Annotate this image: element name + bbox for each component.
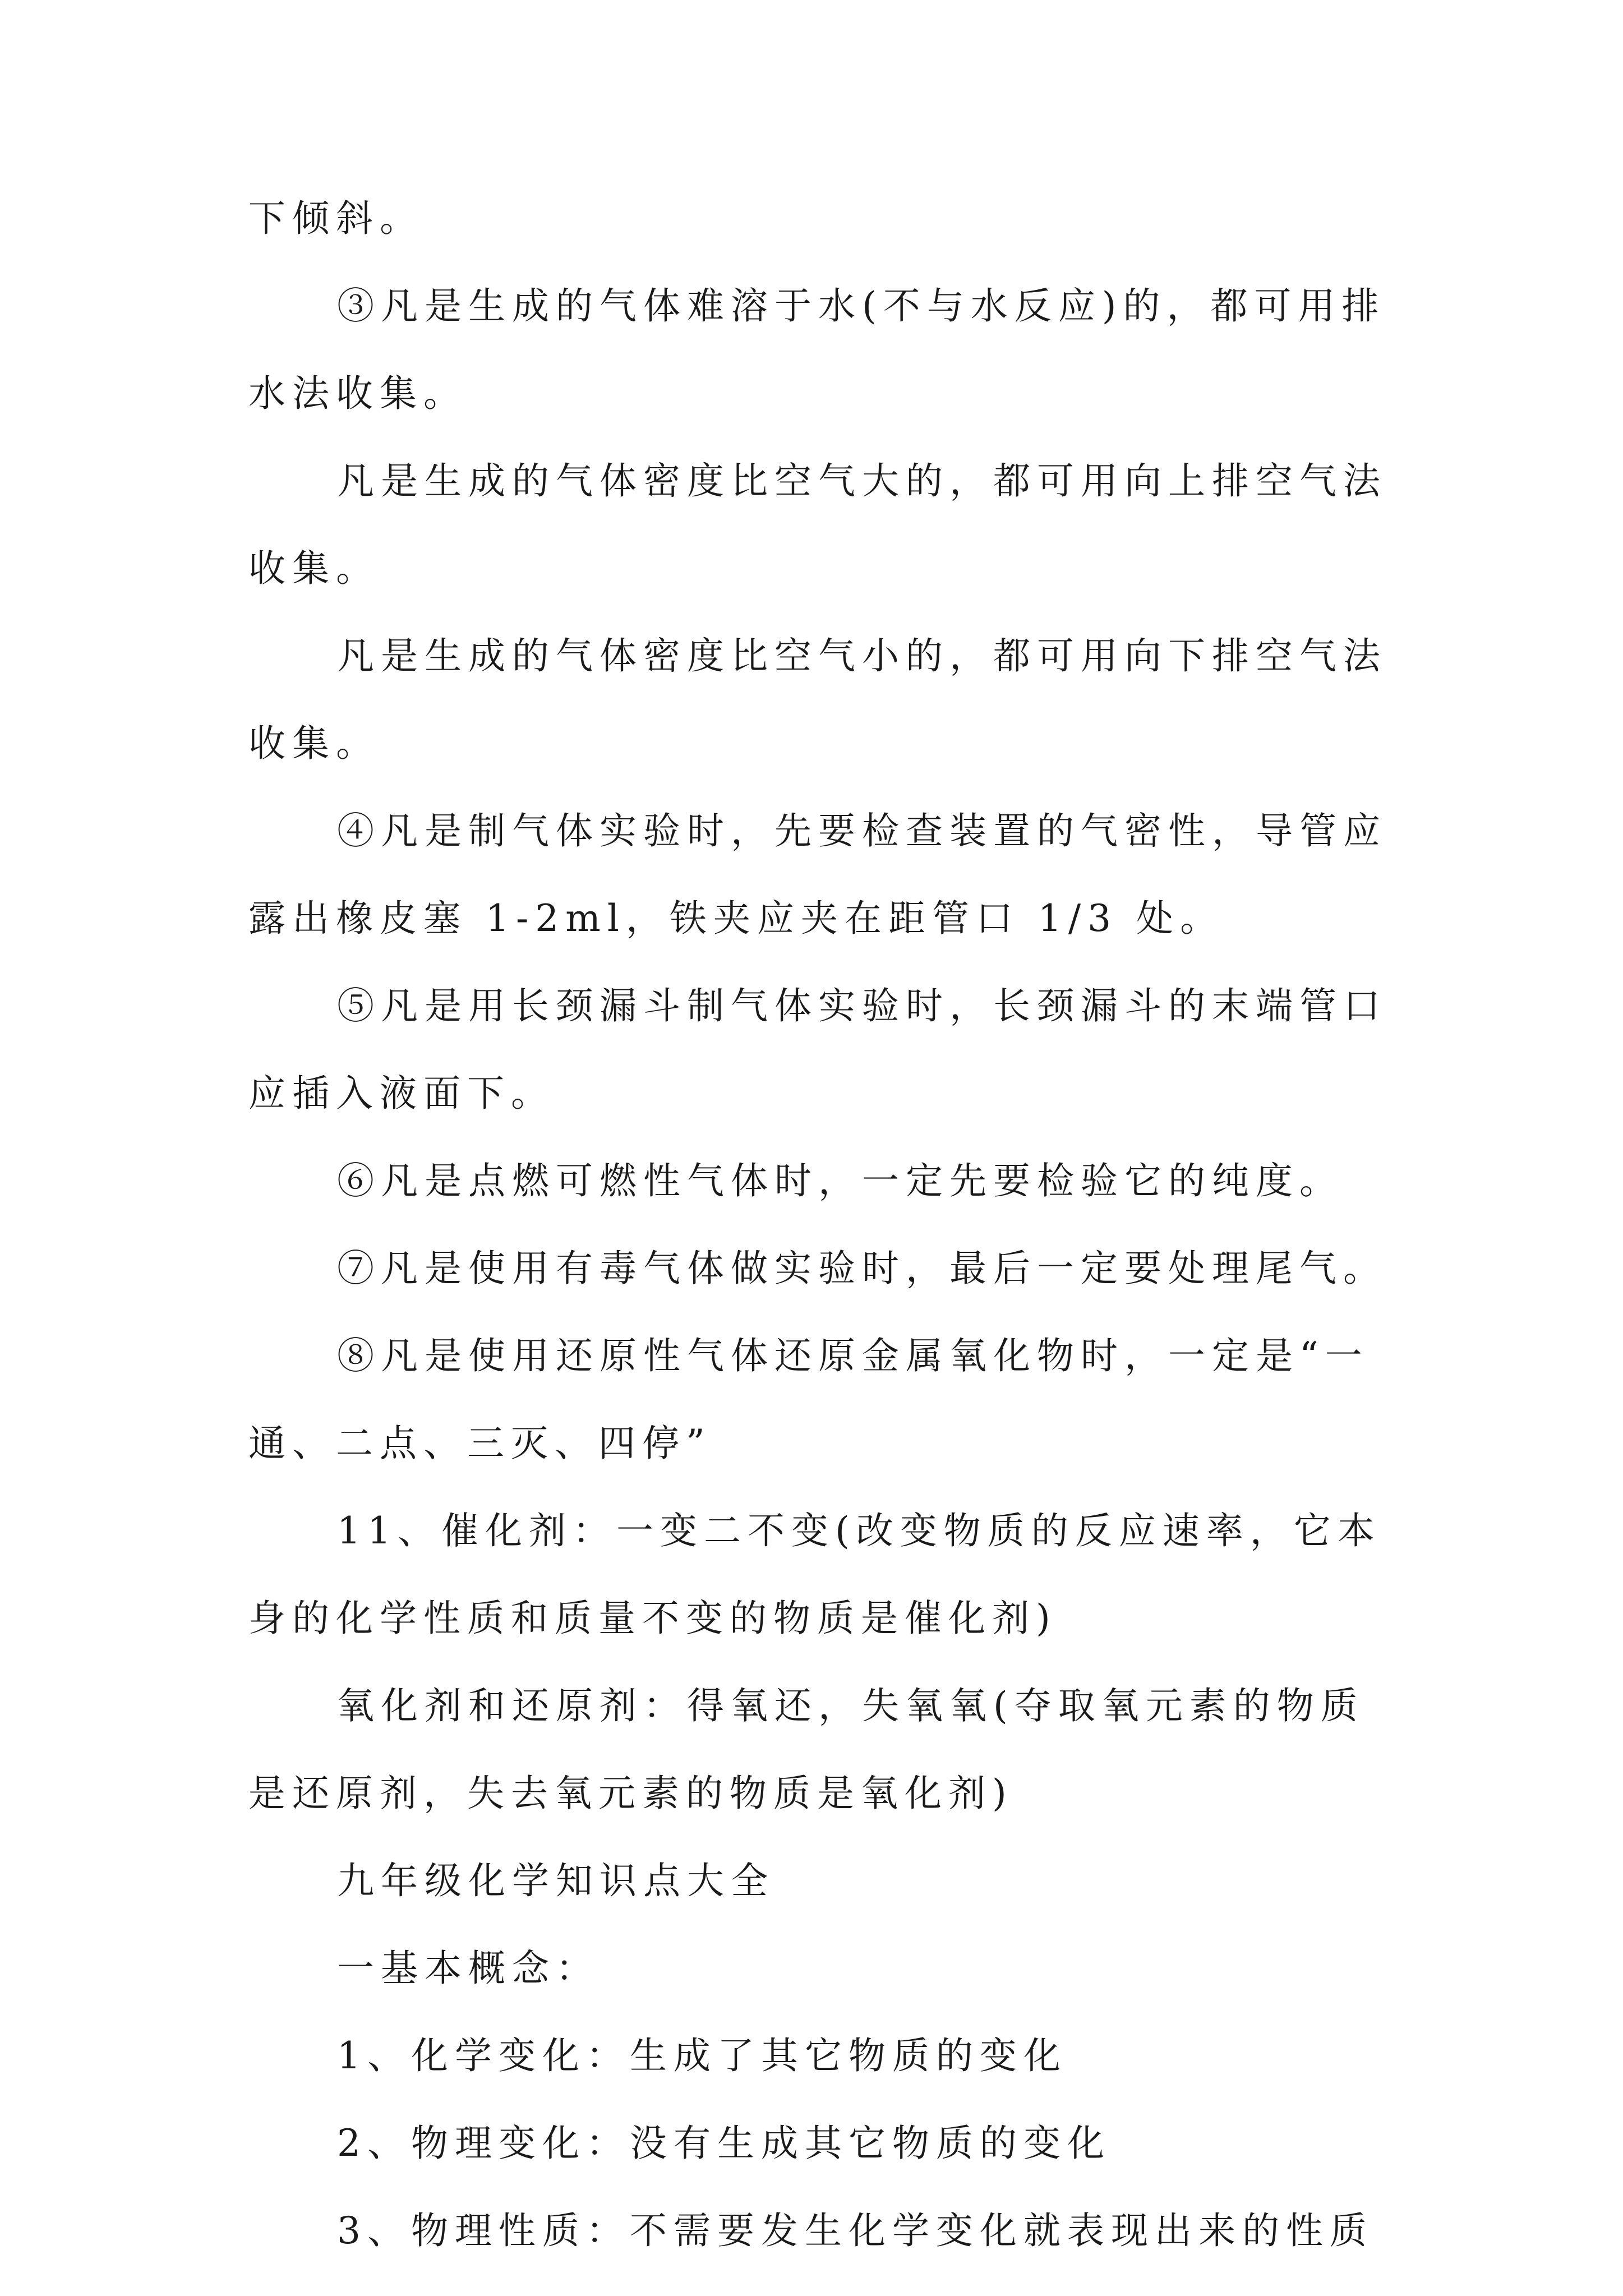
text-line: 1、化学变化：生成了其它物质的变化 [337,2034,1067,2077]
text-line: ⑤凡是用长颈漏斗制气体实验时，长颈漏斗的末端管口 [337,984,1387,1027]
text-line: ③凡是生成的气体难溶于水(不与水反应)的，都可用排 [337,284,1386,328]
text-line: 一基本概念： [337,1947,600,1990]
text-line: 11、催化剂：一变二不变(改变物质的反应速率，它本 [337,1509,1381,1552]
text-line: ⑦凡是使用有毒气体做实验时，最后一定要处理尾气。 [337,1247,1387,1290]
text-line: 凡是生成的气体密度比空气大的，都可用向上排空气法 [337,459,1387,502]
text-line: 露出橡皮塞 1-2ml，铁夹应夹在距管口 1/3 处。 [248,897,1224,940]
text-line: ④凡是制气体实验时，先要检查装置的气密性，导管应 [337,809,1387,852]
text-line: 下倾斜。 [248,197,423,240]
text-line: 凡是生成的气体密度比空气小的，都可用向下排空气法 [337,634,1387,677]
text-line: 通、二点、三灭、四停” [248,1422,712,1465]
text-line: 是还原剂，失去氧元素的物质是氧化剂) [248,1772,1013,1815]
text-line: 氧化剂和还原剂：得氧还，失氧氧(夺取氧元素的物质 [337,1684,1364,1727]
text-line: 身的化学性质和质量不变的物质是催化剂) [248,1597,1057,1640]
document-body [248,196,1387,2296]
text-line: ⑥凡是点燃可燃性气体时，一定先要检验它的纯度。 [337,1159,1343,1202]
text-line: 收集。 [248,547,380,590]
text-line: 3、物理性质：不需要发生化学变化就表现出来的性质 [337,2209,1373,2252]
text-line: ⑧凡是使用还原性气体还原金属氧化物时，一定是“一 [337,1334,1369,1377]
text-line: 收集。 [248,722,380,765]
text-line: 九年级化学知识点大全 [337,1859,774,1902]
text-line: 应插入液面下。 [248,1072,555,1115]
text-line: 2、物理变化：没有生成其它物质的变化 [337,2122,1111,2165]
text-line: 水法收集。 [248,372,467,415]
